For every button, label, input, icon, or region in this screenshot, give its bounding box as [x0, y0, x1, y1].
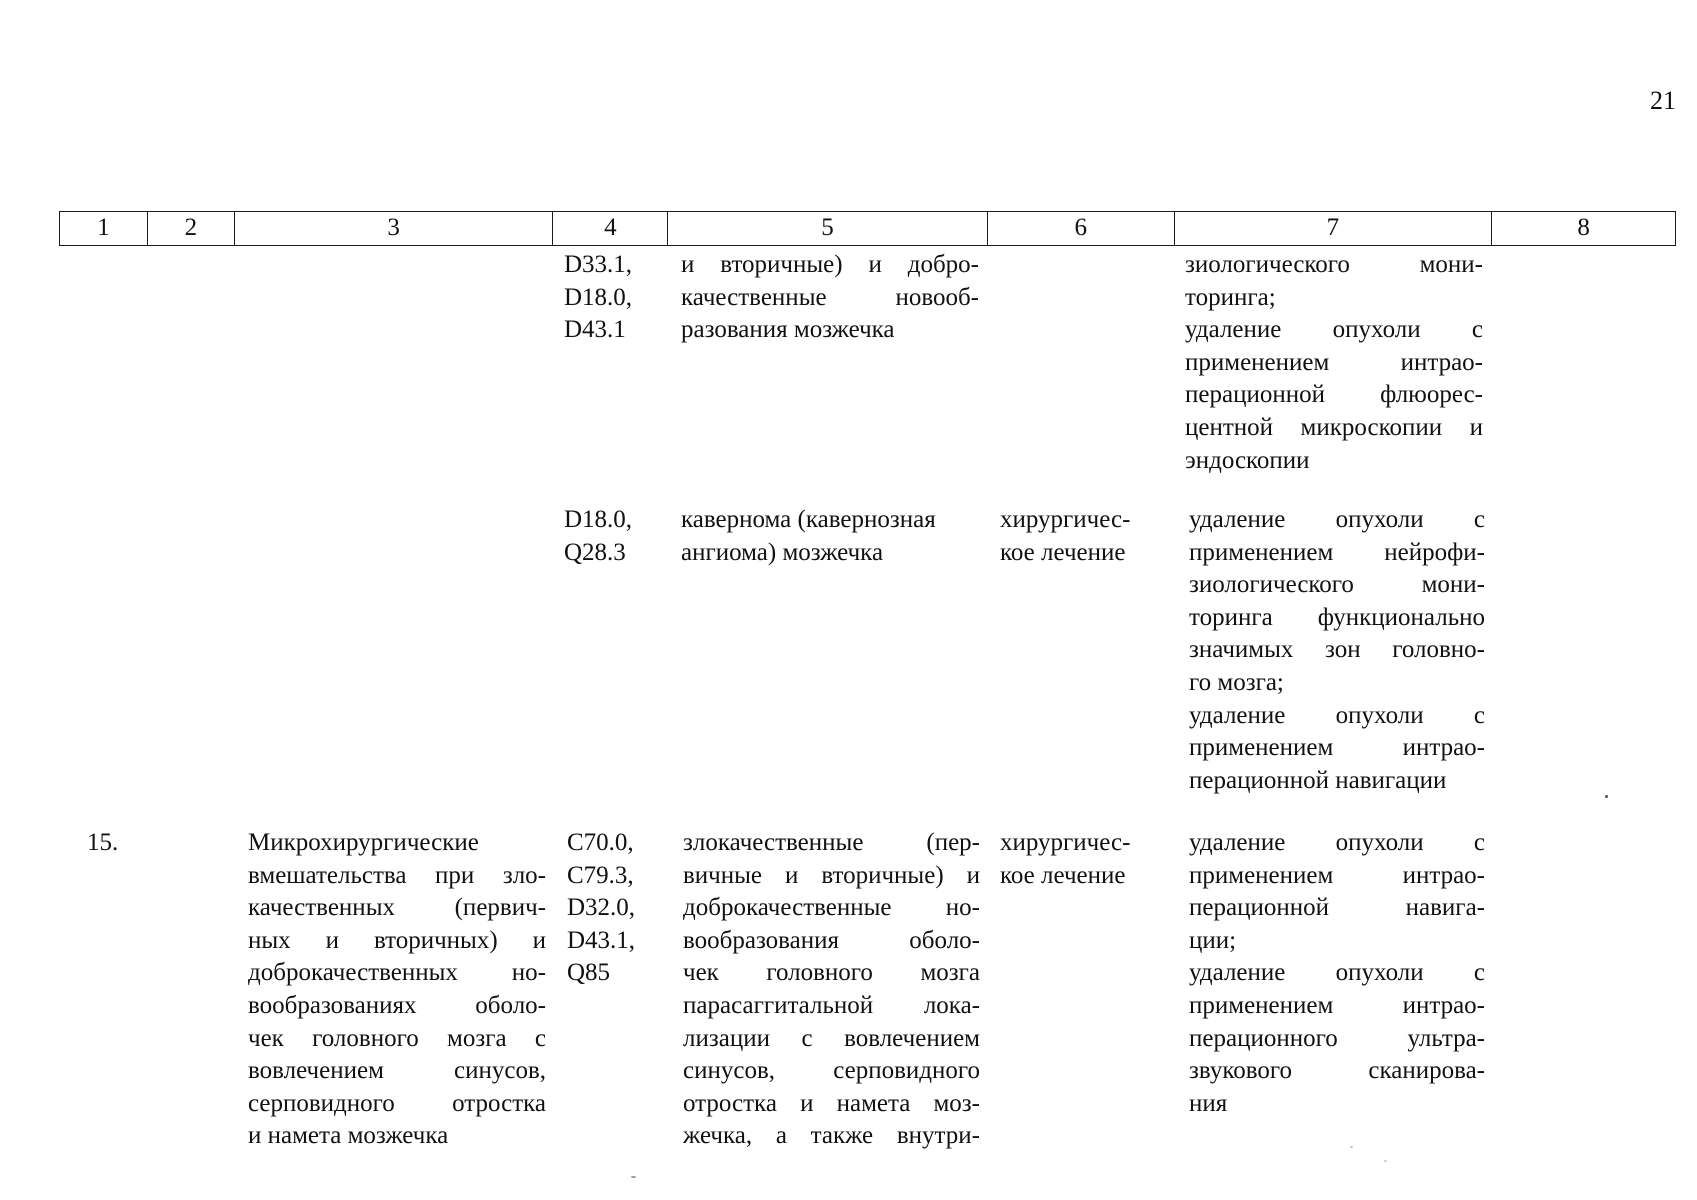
- column-number-header: [59, 211, 1676, 246]
- row-2-diagnosis: злокачественные (пер- вичные и вторичные) и доброкачественные но- вообразования оболо- чек головного мозга парасаггитальной лока- лизации с вовлечением синусов, серповидного отростка и намета моз- жечка, а также внутри-: [683, 829, 980, 1150]
- header-col-1: 1: [60, 212, 148, 245]
- row-1-treatment-method: удаление опухоли с применением нейрофи- зиологического мони- торинга функционально значимых зон головно- го мозга; удаление опухоли с применением интрао- перационной навигации: [1189, 506, 1485, 794]
- row-2-treatment-method: удаление опухоли с применением интрао- перационной навига- ции; удаление опухоли с применением интрао- перационного ультра- звукового сканирова- ния: [1189, 829, 1485, 1117]
- scan-speck: [1384, 1160, 1387, 1162]
- page-number: 21: [1650, 86, 1676, 115]
- header-col-6: 6: [988, 212, 1175, 245]
- row-2-item-number: 15.: [87, 829, 119, 856]
- row-1-icd-codes: D18.0, Q28.3: [564, 506, 633, 566]
- header-col-7: 7: [1175, 212, 1493, 245]
- row-0-diagnosis: и вторичные) и добро- качественные новооб- разования мозжечка: [681, 251, 979, 344]
- scan-speck: [1350, 1146, 1353, 1148]
- row-2-icd-codes: C70.0, C79.3, D32.0, D43.1, Q85: [567, 829, 636, 987]
- row-2-treatment-type: хирургичес- кое лечение: [1000, 829, 1131, 889]
- scan-speck: [631, 1176, 636, 1178]
- row-2-intervention-name: Микрохирургические вмешательства при зло- качественных (первич- ных и вторичных) и доброкачественных но- вообразованиях оболо- чек головного мозга с вовлечением синусов, серповидного отростка и намета мозжечка: [248, 829, 546, 1150]
- row-1-treatment-type: хирургичес- кое лечение: [1000, 506, 1131, 566]
- scan-speck: [1605, 795, 1608, 798]
- header-col-4: 4: [553, 212, 668, 245]
- row-0-treatment-method: зиологического мони- торинга; удаление опухоли с применением интрао- перационной флюорес- центной микроскопии и эндоскопии: [1185, 251, 1483, 474]
- row-0-icd-codes: D33.1, D18.0, D43.1: [564, 251, 633, 344]
- header-col-8: 8: [1577, 214, 1590, 241]
- header-col-3: 3: [235, 212, 554, 245]
- header-col-2: 2: [148, 212, 235, 245]
- row-1-diagnosis: кавернома (кавернозная ангиома) мозжечка: [681, 506, 936, 566]
- header-col-5: 5: [668, 212, 988, 245]
